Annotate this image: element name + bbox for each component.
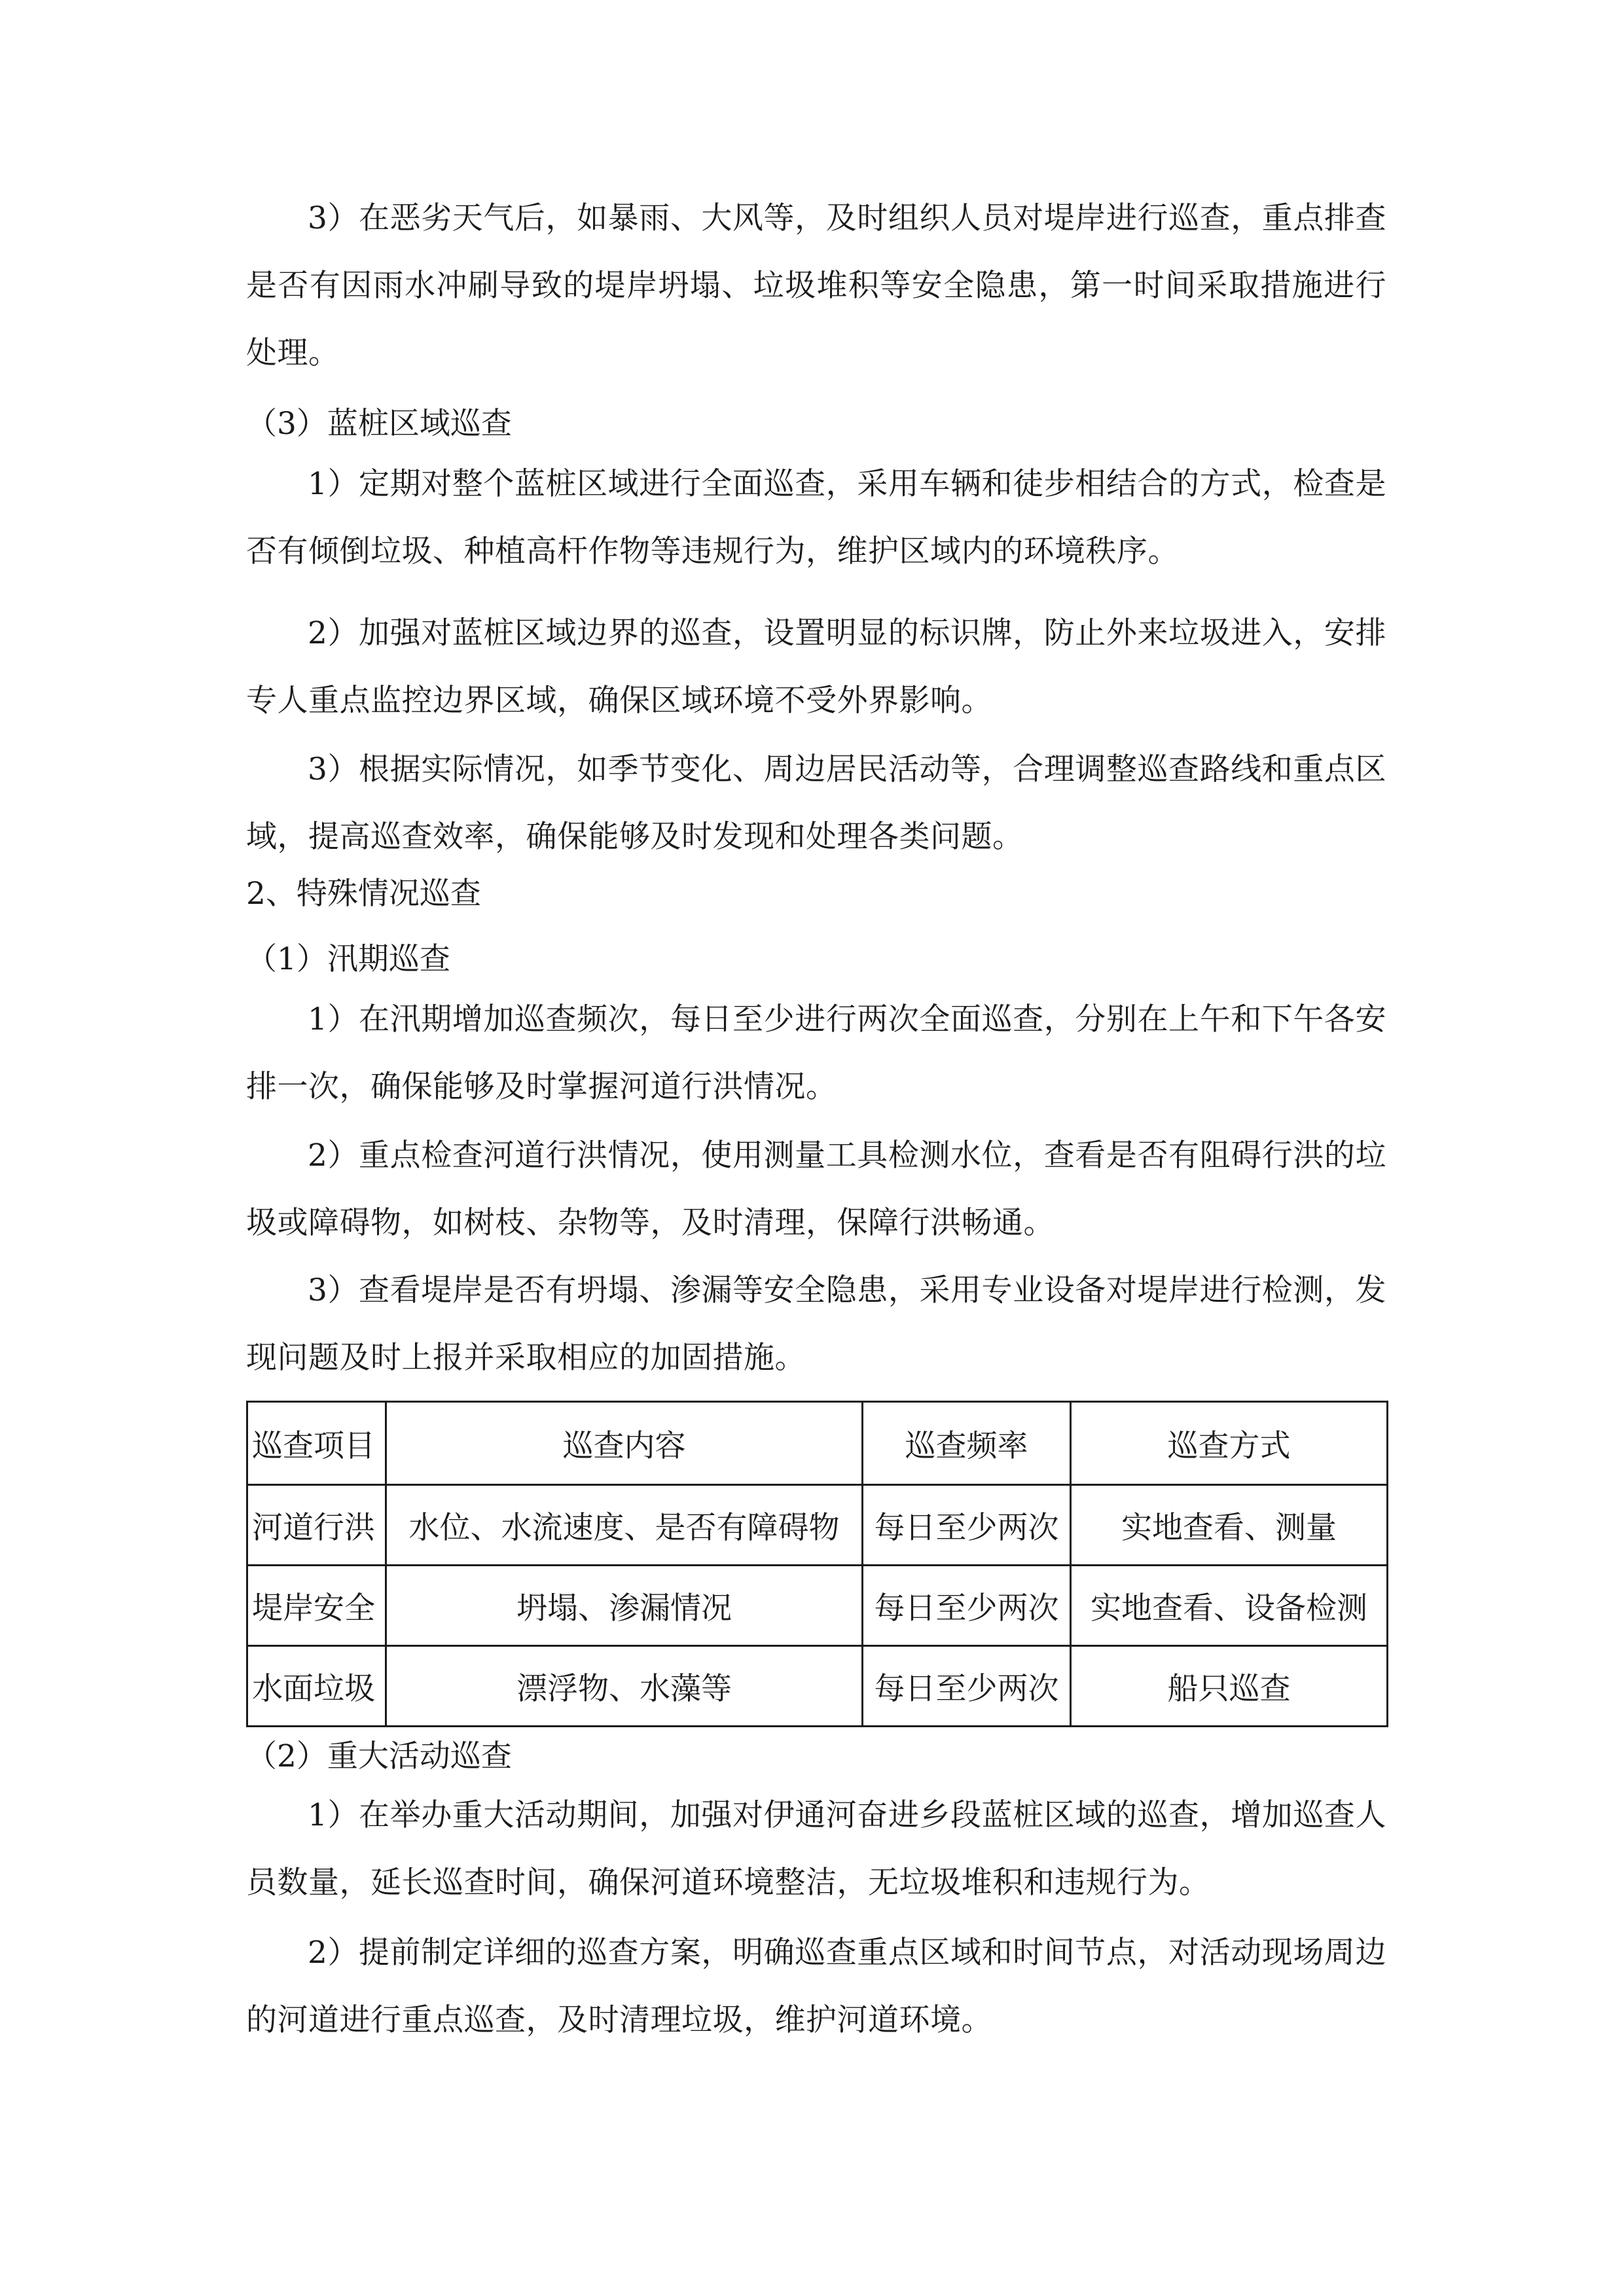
paragraph-flood-3: 3）查看堤岸是否有坍塌、渗漏等安全隐患，采用专业设备对堤岸进行检测，发现问题及时上报并采取相应的加固措施。 <box>246 1272 1386 1376</box>
table-cell: 实地查看、测量 <box>1071 1485 1388 1566</box>
paragraph-flood-2: 2）重点检查河道行洪情况，使用测量工具检测水位，查看是否有阻碍行洪的垃圾或障碍物，如树枝、杂物等，及时清理，保障行洪畅通。 <box>246 1138 1386 1241</box>
table-header-row <box>247 1402 1388 1485</box>
table-cell: 漂浮物、水藻等 <box>386 1646 863 1727</box>
table-cell: 船只巡查 <box>1071 1646 1388 1727</box>
table-header-cell: 巡查频率 <box>863 1402 1071 1485</box>
table-cell: 每日至少两次 <box>863 1485 1071 1566</box>
table-cell: 实地查看、设备检测 <box>1071 1566 1388 1646</box>
patrol-table <box>246 1401 1388 1727</box>
heading-flood-patrol: （1）汛期巡查 <box>246 941 450 977</box>
table-cell: 堤岸安全 <box>247 1566 386 1646</box>
heading-special-patrol: 2、特殊情况巡查 <box>246 876 481 912</box>
paragraph-flood-1: 1）在汛期增加巡查频次，每日至少进行两次全面巡查，分别在上午和下午各安排一次，确保能够及时掌握河道行洪情况。 <box>246 1001 1386 1105</box>
paragraph-event-1: 1）在举办重大活动期间，加强对伊通河奋进乡段蓝桩区域的巡查，增加巡查人员数量，延长巡查时间，确保河道环境整洁，无垃圾堆积和违规行为。 <box>246 1797 1386 1901</box>
table-header-cell: 巡查项目 <box>247 1402 386 1485</box>
table-cell: 每日至少两次 <box>863 1646 1071 1727</box>
paragraph-bluezone-2: 2）加强对蓝桩区域边界的巡查，设置明显的标识牌，防止外来垃圾进入，安排专人重点监控边界区域，确保区域环境不受外界影响。 <box>246 615 1386 719</box>
heading-major-event-patrol: （2）重大活动巡查 <box>246 1738 512 1774</box>
paragraph-event-2: 2）提前制定详细的巡查方案，明确巡查重点区域和时间节点，对活动现场周边的河道进行重点巡查，及时清理垃圾，维护河道环境。 <box>246 1935 1386 2038</box>
table-cell: 水位、水流速度、是否有障碍物 <box>386 1485 863 1566</box>
table-header-cell: 巡查内容 <box>386 1402 863 1485</box>
table-header-cell: 巡查方式 <box>1071 1402 1388 1485</box>
table-row <box>247 1566 1388 1646</box>
heading-bluezone-patrol: （3）蓝桩区域巡查 <box>246 406 512 442</box>
table-row <box>247 1485 1388 1566</box>
table-cell: 河道行洪 <box>247 1485 386 1566</box>
table-cell: 坍塌、渗漏情况 <box>386 1566 863 1646</box>
table-cell: 水面垃圾 <box>247 1646 386 1727</box>
paragraph-bank-patrol-3: 3）在恶劣天气后，如暴雨、大风等，及时组织人员对堤岸进行巡查，重点排查是否有因雨水冲刷导致的堤岸坍塌、垃圾堆积等安全隐患，第一时间采取措施进行处理。 <box>246 200 1386 371</box>
table-cell: 每日至少两次 <box>863 1566 1071 1646</box>
paragraph-bluezone-3: 3）根据实际情况，如季节变化、周边居民活动等，合理调整巡查路线和重点区域，提高巡查效率，确保能够及时发现和处理各类问题。 <box>246 751 1386 855</box>
paragraph-bluezone-1: 1）定期对整个蓝桩区域进行全面巡查，采用车辆和徒步相结合的方式，检查是否有倾倒垃圾、种植高杆作物等违规行为，维护区域内的环境秩序。 <box>246 466 1386 569</box>
table-row <box>247 1646 1388 1727</box>
